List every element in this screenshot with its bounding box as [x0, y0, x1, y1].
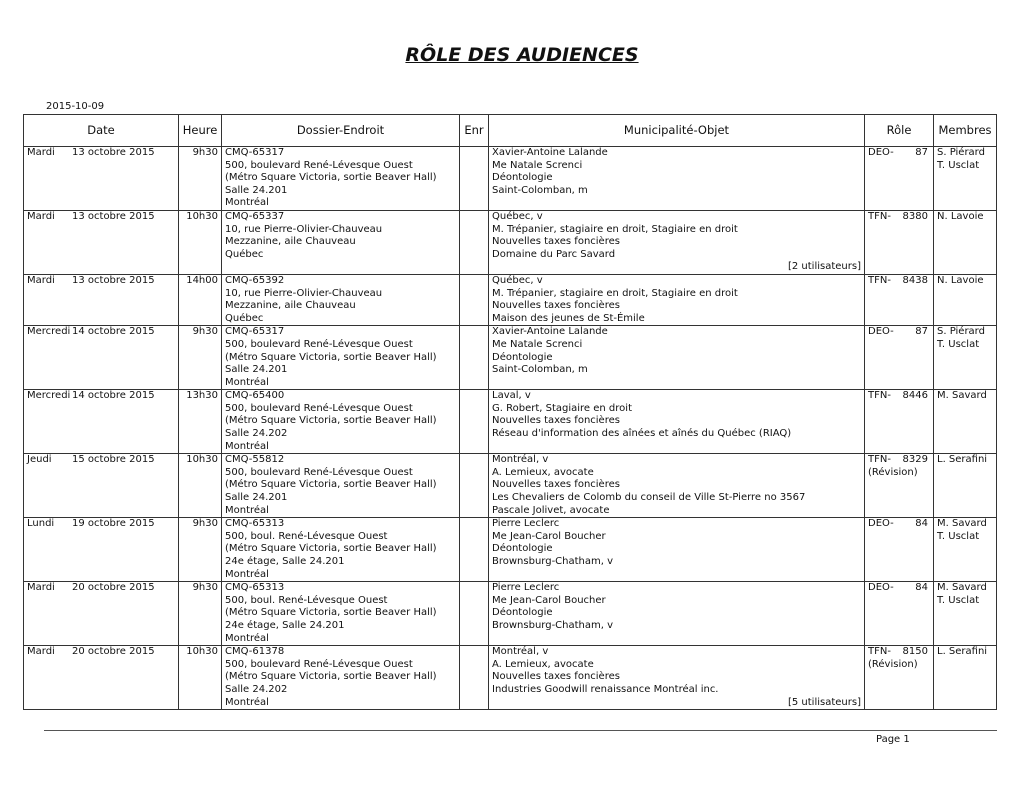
date-label: 13 octobre 2015	[72, 147, 155, 158]
dossier-line: 500, boul. René-Lévesque Ouest	[225, 530, 388, 542]
objet-line: Montréal, v	[492, 646, 549, 658]
cell-heure: 10h30	[179, 210, 222, 274]
member-name: N. Lavoie	[937, 274, 984, 286]
objet-line: Xavier-Antoine Lalande	[492, 147, 608, 158]
column-header-date: Date	[24, 115, 179, 147]
date-label: 20 octobre 2015	[72, 582, 155, 594]
role-code: DEO-	[868, 147, 894, 158]
dossier-line: CMQ-65392	[225, 274, 285, 286]
dossier-line: (Métro Square Victoria, sortie Beaver Hall)	[225, 415, 437, 427]
role-code: TFN-	[868, 646, 891, 658]
cell-membres	[934, 646, 997, 710]
role-number: 8329	[902, 454, 928, 466]
cell-date	[24, 646, 179, 710]
role-extra: (Révision)	[868, 658, 918, 670]
objet-line: Me Jean-Carol Boucher	[492, 530, 606, 542]
cell-objet	[489, 210, 865, 274]
table-row	[24, 274, 997, 325]
cell-enr	[460, 326, 489, 390]
objet-line: Me Jean-Carol Boucher	[492, 594, 606, 606]
dossier-line: 500, boulevard René-Lévesque Ouest	[225, 159, 413, 171]
cell-heure: 10h30	[179, 646, 222, 710]
date-label: 13 octobre 2015	[72, 274, 155, 286]
utilisateurs-count: [2 utilisateurs]	[787, 261, 861, 273]
objet-line: Saint-Colomban, m	[492, 184, 588, 196]
cell-date	[24, 210, 179, 274]
cell-dossier	[222, 274, 460, 325]
cell-objet	[489, 390, 865, 454]
role-extra: (Révision)	[868, 466, 918, 478]
objet-line: Xavier-Antoine Lalande	[492, 326, 608, 338]
role-number: 8380	[902, 210, 928, 222]
member-name: T. Usclat	[937, 159, 980, 171]
utilisateurs-count: [5 utilisateurs]	[787, 696, 861, 708]
cell-membres	[934, 390, 997, 454]
dossier-line: CMQ-65317	[225, 147, 285, 158]
dossier-line: 500, boulevard René-Lévesque Ouest	[225, 338, 413, 350]
objet-line: Pierre Leclerc	[492, 518, 560, 530]
dossier-line: Québec	[225, 312, 264, 324]
role-line	[868, 147, 930, 160]
table-row	[24, 326, 997, 390]
table-row	[24, 147, 997, 211]
dossier-line: Montréal	[225, 632, 269, 644]
objet-line: Domaine du Parc Savard	[492, 248, 616, 260]
dossier-line: Montréal	[225, 197, 269, 209]
cell-enr	[460, 454, 489, 518]
cell-membres	[934, 518, 997, 582]
role-number: 8446	[902, 390, 928, 402]
dossier-line: CMQ-65317	[225, 326, 285, 338]
page-number: Page 1	[876, 734, 910, 745]
dossier-line: (Métro Square Victoria, sortie Beaver Hall)	[225, 351, 437, 363]
day-label: Mardi	[27, 210, 55, 222]
cell-dossier	[222, 454, 460, 518]
date-label: 14 octobre 2015	[72, 390, 155, 402]
objet-line: M. Trépanier, stagiaire en droit, Stagiaire en droit	[492, 223, 738, 235]
dossier-line: Montréal	[225, 440, 269, 452]
dossier-line: 10, rue Pierre-Olivier-Chauveau	[225, 223, 383, 235]
column-header-role: Rôle	[865, 115, 934, 147]
day-label: Mardi	[27, 147, 55, 158]
dossier-line: Salle 24.202	[225, 428, 288, 440]
role-number: 87	[915, 326, 928, 338]
dossier-line: Montréal	[225, 376, 269, 388]
cell-enr	[460, 518, 489, 582]
cell-membres	[934, 210, 997, 274]
table-header-row	[24, 115, 997, 147]
objet-line: Pascale Jolivet, avocate	[492, 504, 610, 516]
objet-line: Maison des jeunes de St-Émile	[492, 312, 645, 324]
cell-dossier	[222, 390, 460, 454]
day-label: Mardi	[27, 582, 55, 594]
table-row	[24, 518, 997, 582]
member-name: N. Lavoie	[937, 210, 984, 222]
footer-divider	[44, 730, 997, 731]
role-line	[868, 211, 930, 224]
role-line	[868, 454, 930, 467]
objet-line: A. Lemieux, avocate	[492, 658, 594, 670]
dossier-line: Salle 24.202	[225, 683, 288, 695]
cell-enr	[460, 274, 489, 325]
dossier-line: Montréal	[225, 504, 269, 516]
cell-date	[24, 274, 179, 325]
dossier-line: (Métro Square Victoria, sortie Beaver Hall)	[225, 479, 437, 491]
dossier-line: Mezzanine, aile Chauveau	[225, 236, 356, 248]
dossier-line: 500, boulevard René-Lévesque Ouest	[225, 466, 413, 478]
role-line	[868, 275, 930, 288]
table-row	[24, 210, 997, 274]
role-number: 84	[915, 582, 928, 594]
cell-heure: 9h30	[179, 326, 222, 390]
member-name: M. Savard	[937, 518, 987, 530]
dossier-line: Montréal	[225, 696, 269, 708]
dossier-line: CMQ-61378	[225, 646, 285, 658]
dossier-line: (Métro Square Victoria, sortie Beaver Hall)	[225, 543, 437, 555]
cell-objet	[489, 518, 865, 582]
role-code: TFN-	[868, 390, 891, 402]
cell-objet	[489, 582, 865, 646]
cell-heure: 10h30	[179, 454, 222, 518]
dossier-line: 10, rue Pierre-Olivier-Chauveau	[225, 287, 383, 299]
objet-line: M. Trépanier, stagiaire en droit, Stagiaire en droit	[492, 287, 738, 299]
dossier-line: 24e étage, Salle 24.201	[225, 556, 345, 567]
cell-membres	[934, 274, 997, 325]
cell-membres	[934, 326, 997, 390]
role-code: TFN-	[868, 274, 891, 286]
objet-line: Nouvelles taxes foncières	[492, 479, 620, 491]
cell-role	[865, 454, 934, 518]
role-code: TFN-	[868, 454, 891, 466]
cell-role	[865, 390, 934, 454]
role-number: 8150	[902, 646, 928, 658]
day-label: Lundi	[27, 518, 55, 530]
objet-line: Nouvelles taxes foncières	[492, 415, 620, 427]
role-line	[868, 518, 930, 531]
objet-line: Laval, v	[492, 390, 531, 402]
dossier-line: 500, boulevard René-Lévesque Ouest	[225, 402, 413, 414]
dossier-line: CMQ-65313	[225, 582, 285, 594]
cell-dossier	[222, 147, 460, 211]
role-code: DEO-	[868, 326, 894, 338]
date-label: 14 octobre 2015	[72, 326, 155, 338]
role-code: DEO-	[868, 582, 894, 594]
cell-role	[865, 147, 934, 211]
table-row	[24, 390, 997, 454]
cell-heure: 9h30	[179, 582, 222, 646]
objet-line: Brownsburg-Chatham, v	[492, 556, 614, 567]
cell-date	[24, 582, 179, 646]
cell-enr	[460, 147, 489, 211]
objet-line: Montréal, v	[492, 454, 549, 466]
cell-membres	[934, 147, 997, 211]
role-line	[868, 646, 930, 659]
objet-line: Nouvelles taxes foncières	[492, 671, 620, 683]
page-title: RÔLE DES AUDIENCES	[405, 44, 639, 66]
cell-role	[865, 646, 934, 710]
role-number: 84	[915, 518, 928, 530]
column-header-dossier: Dossier-Endroit	[222, 115, 460, 147]
dossier-line: (Métro Square Victoria, sortie Beaver Hall)	[225, 172, 437, 184]
day-label: Mercredi	[27, 326, 71, 338]
cell-dossier	[222, 582, 460, 646]
member-name: L. Serafini	[937, 454, 988, 466]
dossier-line: CMQ-55812	[225, 454, 285, 466]
cell-role	[865, 582, 934, 646]
cell-role	[865, 518, 934, 582]
cell-objet	[489, 454, 865, 518]
cell-role	[865, 274, 934, 325]
objet-line: Nouvelles taxes foncières	[492, 300, 620, 312]
cell-date	[24, 326, 179, 390]
objet-line: Brownsburg-Chatham, v	[492, 619, 614, 631]
objet-line: Saint-Colomban, m	[492, 364, 588, 376]
table-row	[24, 454, 997, 518]
role-number: 87	[915, 147, 928, 158]
member-name: T. Usclat	[937, 530, 980, 542]
objet-line: Québec, v	[492, 210, 543, 222]
objet-line: Pierre Leclerc	[492, 582, 560, 594]
objet-line: Les Chevaliers de Colomb du conseil de Ville St-Pierre no 3567	[492, 492, 806, 504]
role-line	[868, 390, 930, 403]
role-line	[868, 582, 930, 595]
cell-membres	[934, 454, 997, 518]
cell-role	[865, 326, 934, 390]
day-label: Mardi	[27, 274, 55, 286]
column-header-objet: Municipalité-Objet	[489, 115, 865, 147]
dossier-line: Montréal	[225, 568, 269, 580]
objet-line: Québec, v	[492, 274, 543, 286]
day-label: Jeudi	[27, 454, 52, 466]
cell-objet	[489, 274, 865, 325]
member-name: M. Savard	[937, 582, 987, 594]
member-name: L. Serafini	[937, 646, 988, 658]
cell-heure: 13h30	[179, 390, 222, 454]
date-label: 19 octobre 2015	[72, 518, 155, 530]
role-code: TFN-	[868, 210, 891, 222]
cell-role	[865, 210, 934, 274]
date-label: 15 octobre 2015	[72, 454, 155, 466]
date-label: 13 octobre 2015	[72, 210, 155, 222]
column-header-membres: Membres	[934, 115, 997, 147]
hearings-table	[23, 114, 997, 710]
dossier-line: Salle 24.201	[225, 492, 288, 504]
document-date: 2015-10-09	[46, 101, 105, 112]
column-header-heure: Heure	[179, 115, 222, 147]
table-row	[24, 582, 997, 646]
objet-line: Déontologie	[492, 351, 553, 363]
cell-enr	[460, 390, 489, 454]
cell-date	[24, 518, 179, 582]
dossier-line: (Métro Square Victoria, sortie Beaver Hall)	[225, 671, 437, 683]
role-code: DEO-	[868, 518, 894, 530]
dossier-line: Salle 24.201	[225, 364, 288, 376]
cell-objet	[489, 326, 865, 390]
dossier-line: CMQ-65400	[225, 390, 285, 402]
dossier-line: CMQ-65313	[225, 518, 285, 530]
day-label: Mercredi	[27, 390, 71, 402]
objet-line: Industries Goodwill renaissance Montréal inc.	[492, 683, 719, 695]
dossier-line: Salle 24.201	[225, 184, 288, 196]
objet-line: Déontologie	[492, 607, 553, 619]
role-number: 8438	[902, 274, 928, 286]
member-name: S. Piérard	[937, 147, 985, 158]
cell-membres	[934, 582, 997, 646]
dossier-line: Mezzanine, aile Chauveau	[225, 300, 356, 312]
cell-dossier	[222, 210, 460, 274]
role-line	[868, 326, 930, 339]
dossier-line: 500, boul. René-Lévesque Ouest	[225, 594, 388, 606]
cell-dossier	[222, 646, 460, 710]
dossier-line: 24e étage, Salle 24.201	[225, 619, 345, 631]
day-label: Mardi	[27, 646, 55, 658]
cell-date	[24, 390, 179, 454]
cell-dossier	[222, 326, 460, 390]
dossier-line: (Métro Square Victoria, sortie Beaver Hall)	[225, 607, 437, 619]
member-name: S. Piérard	[937, 326, 985, 338]
objet-line: Déontologie	[492, 543, 553, 555]
table-row	[24, 646, 997, 710]
cell-heure: 9h30	[179, 518, 222, 582]
cell-heure: 9h30	[179, 147, 222, 211]
dossier-line: CMQ-65337	[225, 210, 285, 222]
member-name: M. Savard	[937, 390, 987, 402]
cell-objet	[489, 646, 865, 710]
member-name: T. Usclat	[937, 594, 980, 606]
objet-line: Déontologie	[492, 172, 553, 184]
objet-line: Me Natale Screnci	[492, 338, 583, 350]
cell-objet	[489, 147, 865, 211]
cell-heure: 14h00	[179, 274, 222, 325]
cell-date	[24, 454, 179, 518]
cell-enr	[460, 646, 489, 710]
cell-enr	[460, 582, 489, 646]
objet-line: Nouvelles taxes foncières	[492, 236, 620, 248]
column-header-enr: Enr	[460, 115, 489, 147]
member-name: T. Usclat	[937, 338, 980, 350]
objet-line: G. Robert, Stagiaire en droit	[492, 402, 632, 414]
cell-dossier	[222, 518, 460, 582]
dossier-line: Québec	[225, 248, 264, 260]
cell-date	[24, 147, 179, 211]
objet-line: Réseau d'information des aînées et aînés du Québec (RIAQ)	[492, 428, 792, 440]
objet-line: Me Natale Screnci	[492, 159, 583, 171]
objet-line: A. Lemieux, avocate	[492, 466, 594, 478]
dossier-line: 500, boulevard René-Lévesque Ouest	[225, 658, 413, 670]
cell-enr	[460, 210, 489, 274]
date-label: 20 octobre 2015	[72, 646, 155, 658]
